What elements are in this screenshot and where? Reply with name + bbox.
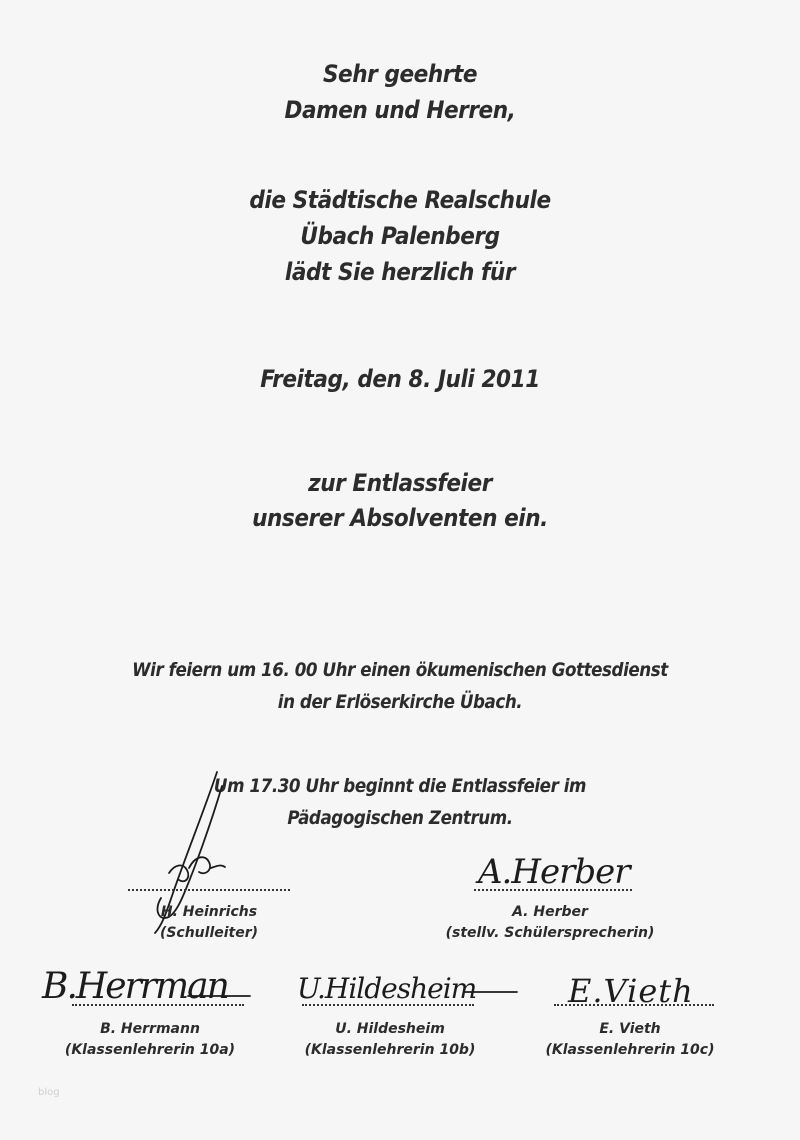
signatory-heinrichs [128,904,290,941]
signatory-role: (stellv. Schülersprecherin) [445,925,655,941]
signature-line-hildesheim [302,1004,474,1006]
footer-watermark: blog [38,1087,60,1098]
signatory-herrmann [50,1021,250,1058]
greeting-line-2: Damen und Herren, [284,96,516,124]
signature-line-heinrichs [128,889,290,891]
signatory-role: (Klassenlehrerin 10b) [304,1042,476,1058]
signature-vieth-text: E.Vieth [568,972,694,1010]
signatory-name: H. Heinrichs [160,904,258,920]
service-line-2: in der Erlöserkirche Übach. [277,691,523,713]
greeting-line-1: Sehr geehrte [322,60,478,88]
signatory-name: U. Hildesheim [335,1021,445,1037]
signature-line-herber [474,889,632,891]
signature-line-vieth [554,1004,714,1006]
invite-line-1: die Städtische Realschule [249,186,551,214]
signatory-herber [430,904,670,941]
invite-line-3: lädt Sie herzlich für [284,258,516,286]
event-line-1: zur Entlassfeier [308,469,492,497]
signatory-vieth [530,1021,730,1058]
signatory-role: (Klassenlehrerin 10a) [64,1042,236,1058]
signatory-name: A. Herber [512,904,588,920]
signatory-role: (Schulleiter) [159,925,259,941]
signatory-hildesheim [290,1021,490,1058]
signature-herrmann [38,960,258,1010]
ceremony-line-1: Um 17.30 Uhr beginnt die Entlassfeier im [213,775,587,797]
ceremony-line-2: Pädagogischen Zentrum. [287,807,513,829]
signature-herrmann-text: B.Herrman [42,966,228,1007]
signatory-role: (Klassenlehrerin 10c) [545,1042,715,1058]
signature-hildesheim-text: U.Hildesheim [297,972,477,1005]
signature-herber-text: A.Herber [478,852,630,892]
signature-line-herrmann [72,1004,244,1006]
signatory-name: B. Herrmann [100,1021,200,1037]
signatory-name: E. Vieth [599,1021,661,1037]
event-date: Freitag, den 8. Juli 2011 [260,365,540,393]
service-line-1: Wir feiern um 16. 00 Uhr einen ökumenischen Gottesdienst [132,659,668,681]
signature-herber [470,845,640,895]
event-line-2: unserer Absolventen ein. [252,504,548,532]
invite-line-2: Übach Palenberg [300,222,500,250]
